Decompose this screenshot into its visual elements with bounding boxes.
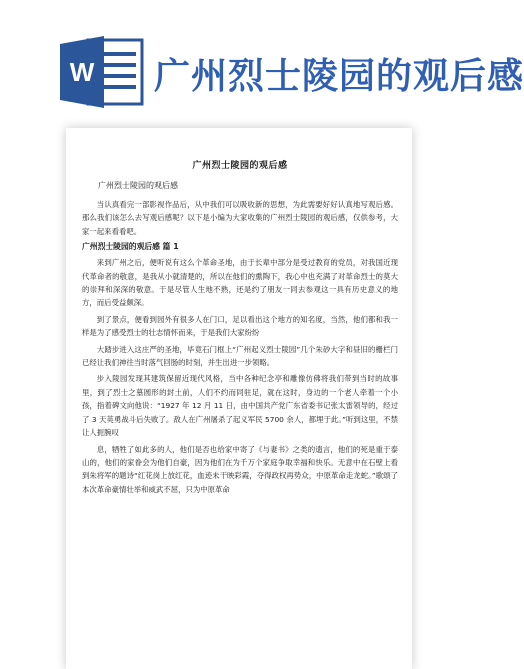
document-subtitle: 广州烈士陵园的观后感: [98, 181, 178, 190]
section-heading: 广州烈士陵园的观后感 篇 1: [82, 242, 179, 252]
body-paragraph: 息，牺牲了如此多的人，他们是否也给家中寄了《与妻书》之类的遗言，他们的死是重于泰山的，他们的家眷会为他们自豪，因为他们在为千万个家庭争取幸福和快乐。无意中在石壁上看到朱将军的题诗“红花岗上放红花，血迹未干映彩霞，夺得政权再势众，中原革命走龙蛇。”歌颂了本次革命豪情壮举和威武不屈，只为中原革命: [82, 444, 398, 494]
intro-paragraph: 当认真看完一部影视作品后，从中我们可以吸收新的思想，为此需要好好认真地写观后感。那么我们该怎么去写观后感呢？以下是小编为大家收集的广州烈士陵园的观后感，仅供参考，大家一起来看看吧。: [82, 200, 398, 236]
body-paragraph: 到了景点，便看到园外有很多人在门口，足以看出这个地方的知名度，当然，他们都和我一样是为了感受烈士的壮志情怀而来，于是我们大家纷纷: [82, 314, 398, 338]
banner: [0, 0, 524, 120]
banner-title: 广州烈士陵园的观后感: [154, 56, 524, 97]
word-icon: [60, 34, 144, 110]
body-paragraph: 大踏步进入这庄严的圣地，毕竟石门框上“广州起义烈士陵园”几个朱砂大字和昼旧的栅栏门已经让我们神往当时落气回肠的时刻，并生出进一步领略。: [82, 344, 398, 368]
word-icon-letter: W: [69, 57, 95, 87]
document-body: [82, 158, 398, 499]
document-title: 广州烈士陵园的观后感: [192, 161, 288, 171]
body-paragraph: 步入陵园发现其建筑保留近现代风格，当中各种纪念亭和雕像仿佛将我们带到当时的故事里，到了烈士之墓圆形的封土前，人们不约而同驻足，就在这时，身边的一个老人牵着一个小孩，指着碑文向他说：“1927 年 12 月 11 日，由中国共产党广东省委书记张太雷领导的，经过了 3 天英勇战斗后失败了。敌人在广州屠杀了起义军民 5700 余人，都埋于此。”听到这里，不禁让人扼腕叹: [82, 374, 398, 438]
body-paragraph: 来到广州之后，便听说有这么个革命圣地，由于长辈中部分是受过教育的党员，对我国近现代革命者的敬意，是我从小就清楚的，所以在他们的熏陶下，我心中也充满了对革命烈士的莫大的崇拜和深深的敬意。于是尽管人生地不熟，还是约了朋友一同去参观这一具有历史意义的地方，而后受益颇深。: [82, 258, 398, 308]
